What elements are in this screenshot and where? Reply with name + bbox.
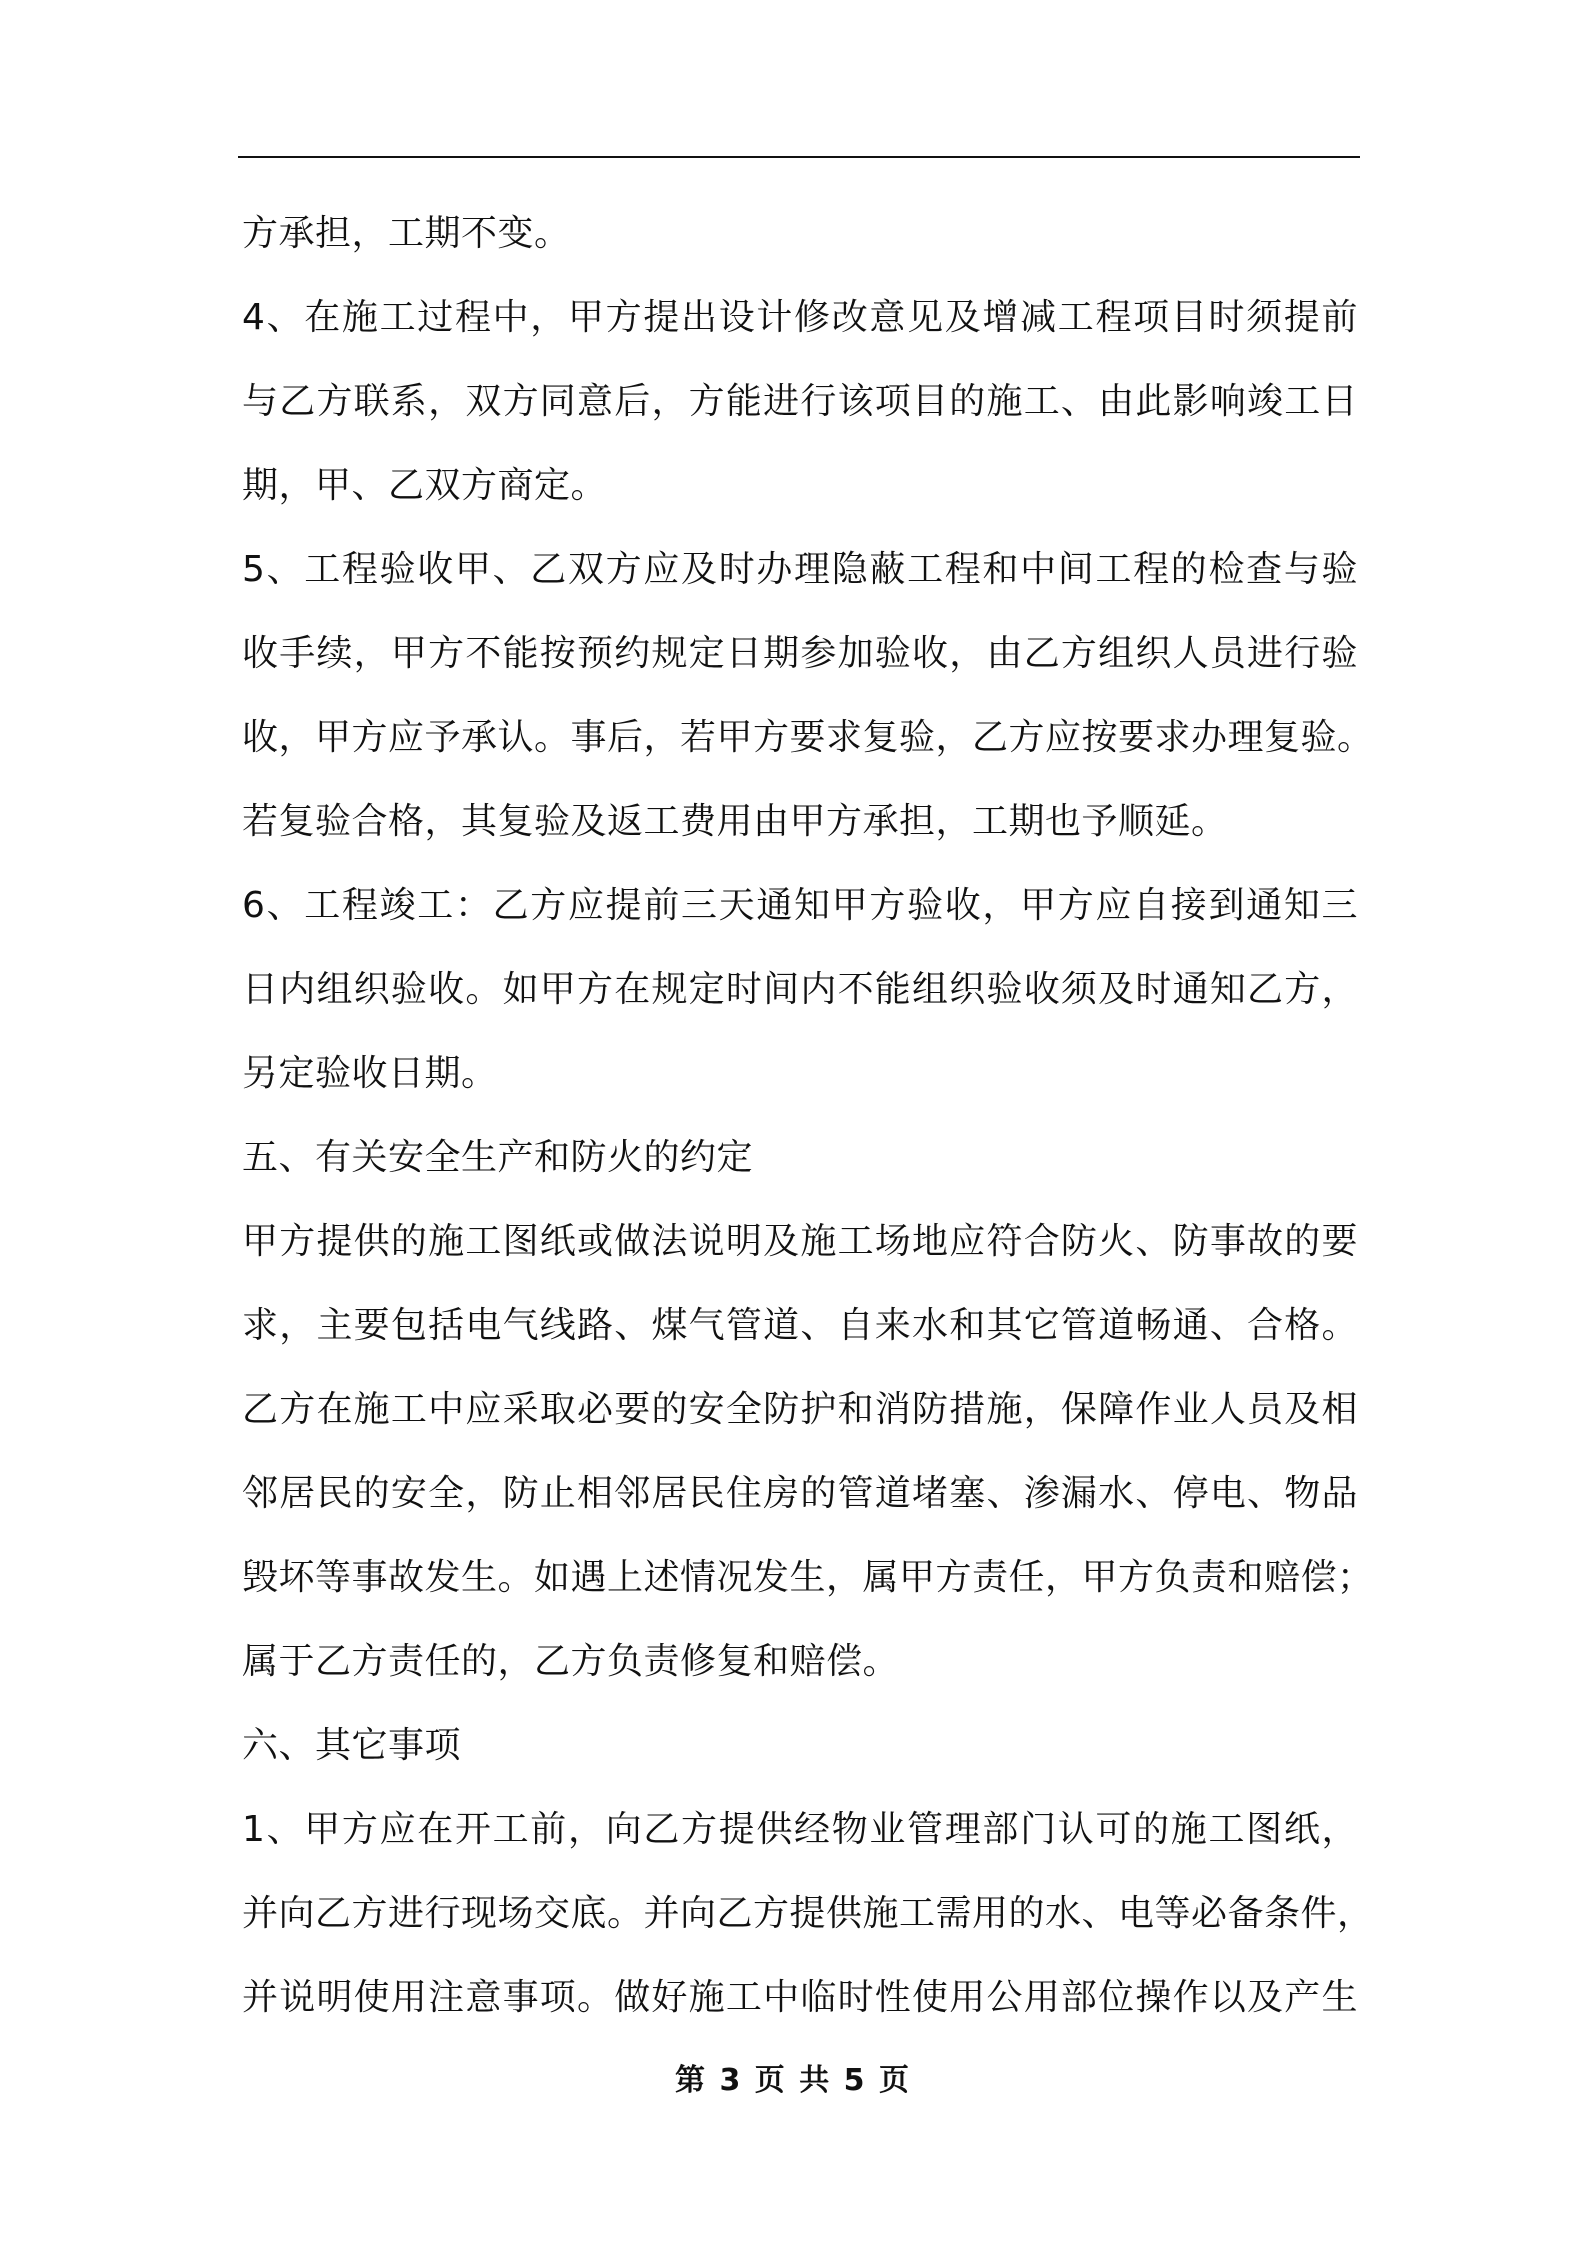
- text-line: 收手续，甲方不能按预约规定日期参加验收，由乙方组织人员进行验: [242, 633, 1358, 674]
- text-line: 邻居民的安全，防止相邻居民住房的管道堵塞、渗漏水、停电、物品: [242, 1473, 1358, 1514]
- text-line: 另定验收日期。: [242, 1053, 498, 1094]
- text-line: 5、工程验收甲、乙双方应及时办理隐蔽工程和中间工程的检查与验: [242, 549, 1358, 590]
- section-heading: 六、其它事项: [242, 1725, 462, 1766]
- page-number: 第 3 页 共 5 页: [675, 2063, 911, 2098]
- header-rule: [238, 156, 1360, 158]
- text-line: 甲方提供的施工图纸或做法说明及施工场地应符合防火、防事故的要: [242, 1221, 1358, 1262]
- text-line: 日内组织验收。如甲方在规定时间内不能组织验收须及时通知乙方，: [242, 969, 1358, 1010]
- text-line: 1、甲方应在开工前，向乙方提供经物业管理部门认可的施工图纸，: [242, 1809, 1358, 1850]
- text-line: 乙方在施工中应采取必要的安全防护和消防措施，保障作业人员及相: [242, 1389, 1358, 1430]
- text-line: 与乙方联系，双方同意后，方能进行该项目的施工、由此影响竣工日: [242, 381, 1358, 422]
- text-line: 毁坏等事故发生。如遇上述情况发生，属甲方责任，甲方负责和赔偿；: [242, 1557, 1374, 1598]
- text-line: 并说明使用注意事项。做好施工中临时性使用公用部位操作以及产生: [242, 1977, 1358, 2018]
- text-line: 4、在施工过程中，甲方提出设计修改意见及增减工程项目时须提前: [242, 297, 1358, 338]
- text-line: 若复验合格，其复验及返工费用由甲方承担，工期也予顺延。: [242, 801, 1228, 842]
- text-line: 求，主要包括电气线路、煤气管道、自来水和其它管道畅通、合格。: [242, 1305, 1358, 1346]
- text-line: 方承担，工期不变。: [242, 213, 571, 254]
- text-line: 属于乙方责任的，乙方负责修复和赔偿。: [242, 1641, 900, 1682]
- text-line: 收，甲方应予承认。事后，若甲方要求复验，乙方应按要求办理复验。: [242, 717, 1374, 758]
- text-line: 期，甲、乙双方商定。: [242, 465, 608, 506]
- text-line: 6、工程竣工：乙方应提前三天通知甲方验收，甲方应自接到通知三: [242, 885, 1358, 926]
- document-body: [242, 192, 1374, 2040]
- section-heading: 五、有关安全生产和防火的约定: [242, 1137, 754, 1178]
- text-line: 并向乙方进行现场交底。并向乙方提供施工需用的水、电等必备条件，: [242, 1893, 1374, 1934]
